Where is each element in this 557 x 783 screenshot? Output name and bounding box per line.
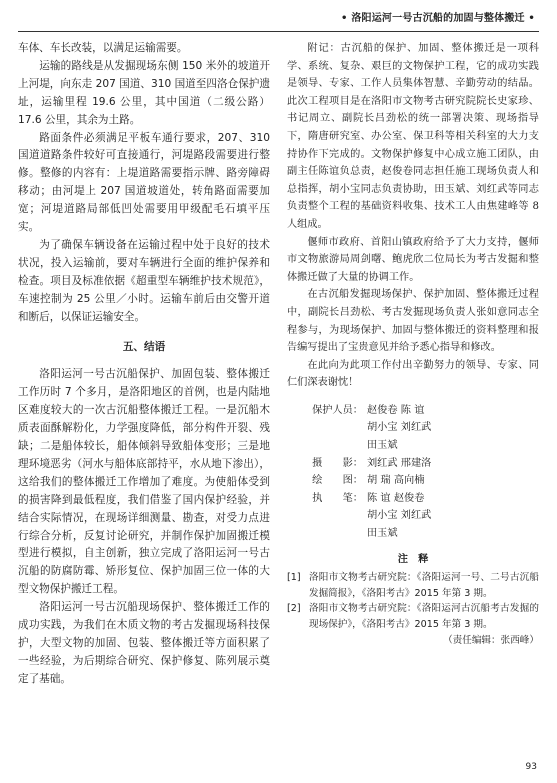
notes-heading: 注 释	[397, 553, 429, 565]
footnote	[287, 570, 539, 601]
footnote-text: 洛阳市文物考古研究院：《洛阳运河古沉船考古发掘的现场保护》，《洛阳考古》2015 年第 3 期。	[309, 603, 539, 630]
appendix-paragraph: 在此向为此项工作付出辛勤努力的领导、专家、同仁们深表谢忱！	[287, 359, 539, 389]
appendix-paragraph: 偃师市政府、首阳山镇政府给予了大力支持，偃师市文物旅游局周剑曙、鲍虎欣二位局长为考古发掘和整体搬迁做了大量的协调工作。	[287, 236, 539, 283]
responsible-editor: （责任编辑：张西峰）	[443, 635, 539, 647]
footnote-text: 洛阳市文物考古研究院：《洛阳运河一号、二号古沉船发掘简报》，《洛阳考古》2015 年第 3 期。	[309, 572, 539, 599]
header-rule	[18, 31, 539, 32]
credit-role: 保护人员：	[312, 404, 363, 416]
credit-row	[287, 402, 539, 455]
credit-role: 绘 图：	[312, 475, 363, 487]
appendix-paragraph: 在古沉船发掘现场保护、保护加固、整体搬迁过程中，副院长吕劲松、考古发掘现场负责人张如意同志全程参与，为现场保护、加固与整体搬迁的资料整理和报告编写提出了宝贵意见并给予悉心指导和修改。	[287, 289, 539, 354]
body-paragraph: 为了确保车辆设备在运输过程中处于良好的技术状况，投入运输前，要对车辆进行全面的维护保养和检查。项目及标准依据《超重型车辆维护技术规范》，车速控制为 25 公里／小时。运输车前后由交警开道和断后，以保证运输安全。	[18, 238, 270, 323]
credit-name: 田玉斌	[367, 528, 398, 540]
credit-row	[287, 455, 539, 473]
footnote-number: [2]	[287, 603, 301, 615]
credit-name: 胡小宝 刘红武	[367, 510, 432, 522]
footnote	[287, 601, 539, 632]
credit-role: 执 笔：	[312, 492, 363, 504]
credit-name: 胡小宝 刘红武	[367, 422, 432, 434]
body-paragraph: 运输的路线是从发掘现场东侧 150 米外的坡道开上河堤，向东走 207 国道、310 国道至四洛仓保护遗址，运输里程 19.6 公里，其中国道（二级公路）17.6 公里，其余为土路。	[18, 59, 270, 126]
credit-name: 刘红武 邢建洛	[367, 457, 432, 469]
credit-row	[287, 472, 539, 490]
body-paragraph: 路面条件必须满足平板车通行要求，207、310 国道道路条件较好可直接通行，河堤路段需要进行整修。整修的内容有：上堤道路需要指示牌、路旁障碍移动；由河堤上 207 国道坡道处，转角路面需要加宽；河堤道路局部低凹处需要用甲级配毛石填平压实。	[18, 131, 270, 234]
footnote-number: [1]	[287, 572, 301, 584]
right-column	[287, 40, 539, 650]
section-heading: 五、结语	[122, 340, 166, 353]
credit-row	[287, 490, 539, 543]
credit-name: 赵俊卷 陈 谊	[367, 404, 425, 416]
page-number: 93	[525, 762, 537, 772]
running-header	[0, 0, 557, 34]
credit-name: 陈 谊 赵俊卷	[367, 492, 425, 504]
body-paragraph: 洛阳运河一号古沉船保护、加固包装、整体搬迁工作历时 7 个多月，是洛阳地区的首例，也是内陆地区难度较大的一次古沉船整体搬迁工程。一是沉船木质表面酥解粉化，力学强度降低，部分构件开裂、残缺；二是船体较长，船体倾斜导致船体变形；三是地理环境恶劣（河水与船体底部持平，水从地下渗出），这给我们的整体搬迁工作增加了难度。为使船体受到的损害降到最低程度，我们借鉴了国内保护经验，并结合实际情况，在现场详细测量、勘查，对受力点进行综合分析，反复讨论研究，并制作保护加固搬迁模型进行模拟，自主创新，独立完成了洛阳运河一号古沉船的防腐防霉、矫形复位、保护加固三位一体的大型文物保护搬迁工程。	[18, 368, 270, 596]
body-paragraph: 车体、车长改装，以满足运输需要。	[18, 42, 188, 54]
running-header-title: • 洛阳运河一号古沉船的加固与整体搬迁 •	[341, 13, 535, 24]
body-paragraph: 洛阳运河一号古沉船现场保护、整体搬迁工作的成功实践，为我们在木质文物的考古发掘现场科技保护，大型文物的加固、包装、整体搬迁等方面积累了一些经验，为后期综合研究、保护修复、陈列展示奠定了基础。	[18, 601, 270, 685]
credit-role: 摄 影：	[312, 457, 363, 469]
appendix-paragraph: 附记：古沉船的保护、加固、整体搬迁是一项科学、系统、复杂、艰巨的文物保护工程，它的成功实践是领导、专家、工作人员集体智慧、辛勤劳动的结晶。此次工程项目是在洛阳市文物考古研究院院长史家珍、书记周立、副院长吕劲松的统一部署决策、现场指导下，隋唐研究室、办公室、保卫科等相关科室的大力支持协作下完成的。文物保护修复中心成立施工团队，由副主任陈谊负总责，赵俊卷同志担任施工现场负责人和总指挥，胡小宝同志负责协助，田玉斌、刘红武等同志负责整个工程的基础资料收集、技术工人由焦建峰等 8 人组成。	[287, 43, 539, 230]
credit-name: 胡 瑞 高向楠	[367, 475, 425, 487]
credits-block	[287, 402, 539, 543]
credit-name: 田玉斌	[367, 440, 398, 452]
left-column	[18, 40, 270, 689]
